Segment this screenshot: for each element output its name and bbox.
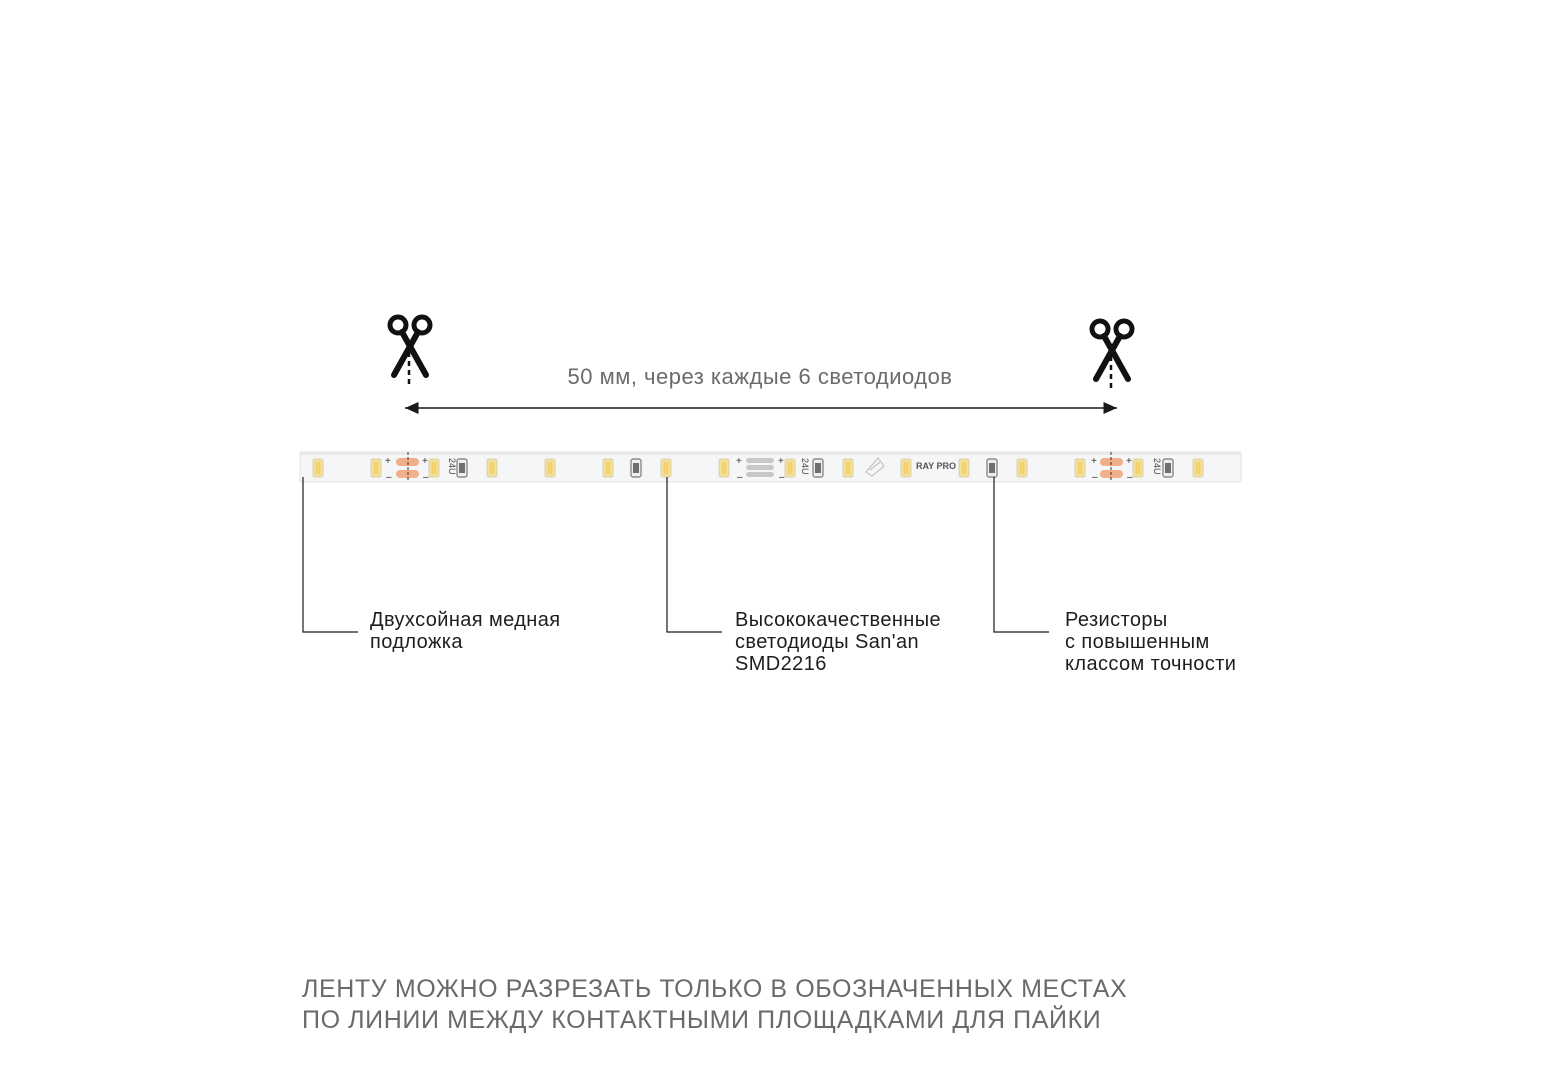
svg-text:24U: 24U xyxy=(800,458,810,475)
svg-text:–: – xyxy=(386,472,392,483)
svg-text:+: + xyxy=(1126,456,1132,467)
resistor-chip xyxy=(457,459,467,477)
callout-line-substrate xyxy=(303,477,358,632)
resistor-chip xyxy=(631,459,641,477)
led-chip xyxy=(313,459,323,477)
led-chip xyxy=(843,459,853,477)
svg-text:+: + xyxy=(1091,456,1097,467)
resistor-chip xyxy=(987,459,997,477)
led-chip xyxy=(661,459,671,477)
callout-substrate-line: подложка xyxy=(370,631,463,653)
callout-led-line: Высококачественные xyxy=(735,609,942,631)
led-chip xyxy=(1193,459,1203,477)
resistor-chip xyxy=(1163,459,1173,477)
svg-text:–: – xyxy=(737,472,743,483)
callout-substrate-line: Двухсойная медная xyxy=(370,609,561,631)
callout-line-led xyxy=(667,477,722,632)
solder-pads-middle xyxy=(746,458,774,477)
svg-text:–: – xyxy=(779,472,785,483)
led-chip xyxy=(901,459,911,477)
dimension-label: 50 мм, через каждые 6 светодиодов xyxy=(567,364,953,389)
callout-line-resistor xyxy=(994,477,1049,632)
led-chip xyxy=(1075,459,1085,477)
callout-resistor-line: с повышенным xyxy=(1065,631,1210,653)
led-chip xyxy=(719,459,729,477)
footer-line-1: ЛЕНТУ МОЖНО РАЗРЕЗАТЬ ТОЛЬКО В ОБОЗНАЧЕННЫХ МЕСТАХ xyxy=(302,975,1128,1003)
callout-led-line: светодиоды San'an xyxy=(735,631,920,653)
callout-resistor-line: Резисторы xyxy=(1065,609,1168,631)
resistor-chip xyxy=(813,459,823,477)
led-chip xyxy=(371,459,381,477)
callout-resistor xyxy=(1065,609,1236,675)
footer-line-2: ПО ЛИНИИ МЕЖДУ КОНТАКТНЫМИ ПЛОЩАДКАМИ ДЛЯ ПАЙКИ xyxy=(302,1006,1102,1034)
svg-text:–: – xyxy=(423,472,429,483)
callout-resistor-line: классом точности xyxy=(1065,653,1237,675)
led-chip xyxy=(959,459,969,477)
svg-text:+: + xyxy=(385,456,391,467)
svg-text:RAY PRO: RAY PRO xyxy=(916,461,957,471)
svg-text:+: + xyxy=(736,456,742,467)
svg-text:+: + xyxy=(778,456,784,467)
callout-led xyxy=(735,609,941,675)
led-chip xyxy=(429,459,439,477)
svg-text:+: + xyxy=(422,456,428,467)
led-chip xyxy=(603,459,613,477)
svg-text:24U: 24U xyxy=(447,458,457,475)
callout-substrate xyxy=(370,609,560,653)
footer-note xyxy=(302,974,1127,1036)
led-chip xyxy=(1017,459,1027,477)
svg-text:24U: 24U xyxy=(1152,458,1162,475)
callout-led-line: SMD2216 xyxy=(735,653,827,675)
led-chip xyxy=(1133,459,1143,477)
led-chip xyxy=(785,459,795,477)
svg-text:–: – xyxy=(1092,472,1098,483)
svg-text:–: – xyxy=(1127,472,1133,483)
led-chip xyxy=(545,459,555,477)
led-chip xyxy=(487,459,497,477)
